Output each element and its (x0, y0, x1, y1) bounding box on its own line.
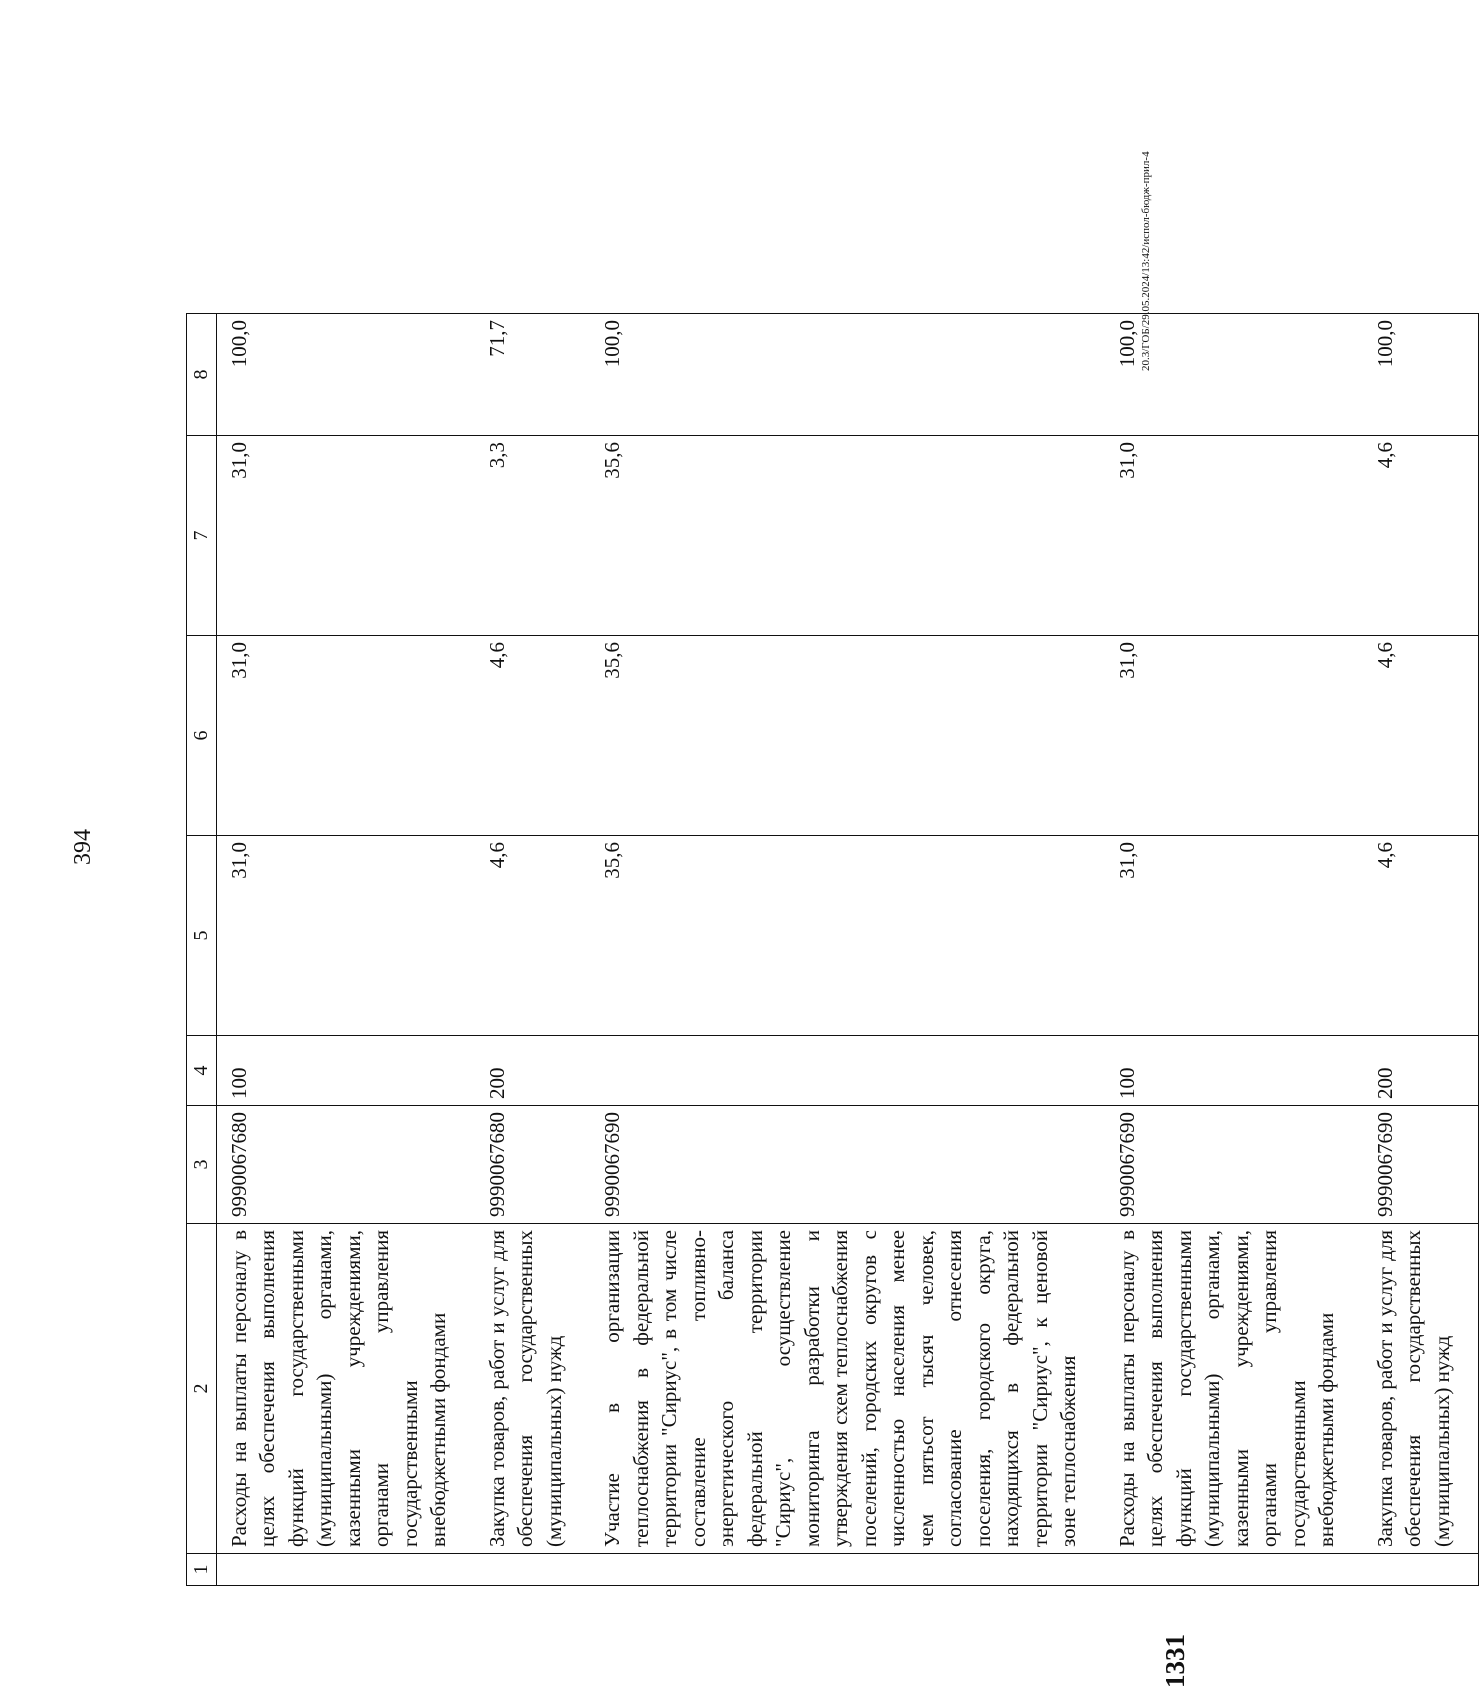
header-col-6: 6 (187, 636, 217, 836)
header-col-1: 1 (187, 1554, 217, 1586)
row-target-article: 9990067680 (475, 1106, 591, 1224)
budget-table (186, 313, 1479, 1586)
header-col-4: 4 (187, 1036, 217, 1106)
row-col5: 31,0 (216, 836, 475, 1036)
header-col-5: 5 (187, 836, 217, 1036)
footer-document-code: 20.3/ГОБ/29.05.2024/13:42/испол-бюдж-прил-4 (1140, 151, 1152, 371)
table-row (1363, 314, 1479, 1586)
row-col6: 31,0 (216, 636, 475, 836)
sheet-number: 1331 (1160, 1634, 1190, 1688)
row-col7: 4,6 (1363, 436, 1479, 636)
row-expense-type: 200 (475, 1036, 591, 1106)
row-col8: 100,0 (216, 314, 475, 436)
header-col-7: 7 (187, 436, 217, 636)
row-col1 (590, 1554, 1105, 1586)
row-col5: 4,6 (475, 836, 591, 1036)
table-row (590, 314, 1105, 1586)
row-target-article: 9990067690 (1363, 1106, 1479, 1224)
row-col6: 35,6 (590, 636, 1105, 836)
row-col5: 31,0 (1105, 836, 1363, 1036)
row-col7: 35,6 (590, 436, 1105, 636)
row-expense-type: 200 (1363, 1036, 1479, 1106)
row-col1 (216, 1554, 475, 1586)
row-col8: 71,7 (475, 314, 591, 436)
row-target-article: 9990067690 (590, 1106, 1105, 1224)
row-col1 (475, 1554, 591, 1586)
row-col5: 35,6 (590, 836, 1105, 1036)
header-col-2: 2 (187, 1224, 217, 1554)
table-row (475, 314, 591, 1586)
row-target-article: 9990067680 (216, 1106, 475, 1224)
row-col7: 31,0 (1105, 436, 1363, 636)
row-col6: 4,6 (1363, 636, 1479, 836)
page-number: 394 (70, 829, 96, 865)
row-col8: 100,0 (1105, 314, 1363, 436)
row-col7: 3,3 (475, 436, 591, 636)
row-expense-type: 100 (1105, 1036, 1363, 1106)
header-col-3: 3 (187, 1106, 217, 1224)
row-description: Расходы на выплаты персоналу в целях обеспечения выполнения функций государственными (муниципальными) органами, казенными учреждениями, органами управления государственными внебюджетными фондами (1105, 1224, 1363, 1554)
row-expense-type: 100 (216, 1036, 475, 1106)
row-col6: 31,0 (1105, 636, 1363, 836)
row-expense-type (590, 1036, 1105, 1106)
row-col1 (1363, 1554, 1479, 1586)
row-col8: 100,0 (1363, 314, 1479, 436)
row-description: Закупка товаров, работ и услуг для обеспечения государственных (муниципальных) нужд (475, 1224, 591, 1554)
table-row (1105, 314, 1363, 1586)
row-description: Участие в организации теплоснабжения в федеральной территории "Сириус", в том числе составление топливно-энергетического баланса федеральной территории "Сириус", осуществление мониторинга разработки и утверждения схем теплоснабжения поселений, городских округов с численностью населения менее чем пятьсот тысяч человек, согласование отнесения поселения, городского округа, находящихся в федеральной территории "Сириус", к ценовой зоне теплоснабжения (590, 1224, 1105, 1554)
row-description: Закупка товаров, работ и услуг для обеспечения государственных (муниципальных) нужд (1363, 1224, 1479, 1554)
row-col8: 100,0 (590, 314, 1105, 436)
row-col5: 4,6 (1363, 836, 1479, 1036)
row-col6: 4,6 (475, 636, 591, 836)
table-row (216, 314, 475, 1586)
table-header-row (187, 314, 217, 1586)
row-col1 (1105, 1554, 1363, 1586)
header-col-8: 8 (187, 314, 217, 436)
row-col7: 31,0 (216, 436, 475, 636)
row-target-article: 9990067690 (1105, 1106, 1363, 1224)
row-description: Расходы на выплаты персоналу в целях обеспечения выполнения функций государственными (муниципальными) органами, казенными учреждениями, органами управления государственными внебюджетными фондами (216, 1224, 475, 1554)
